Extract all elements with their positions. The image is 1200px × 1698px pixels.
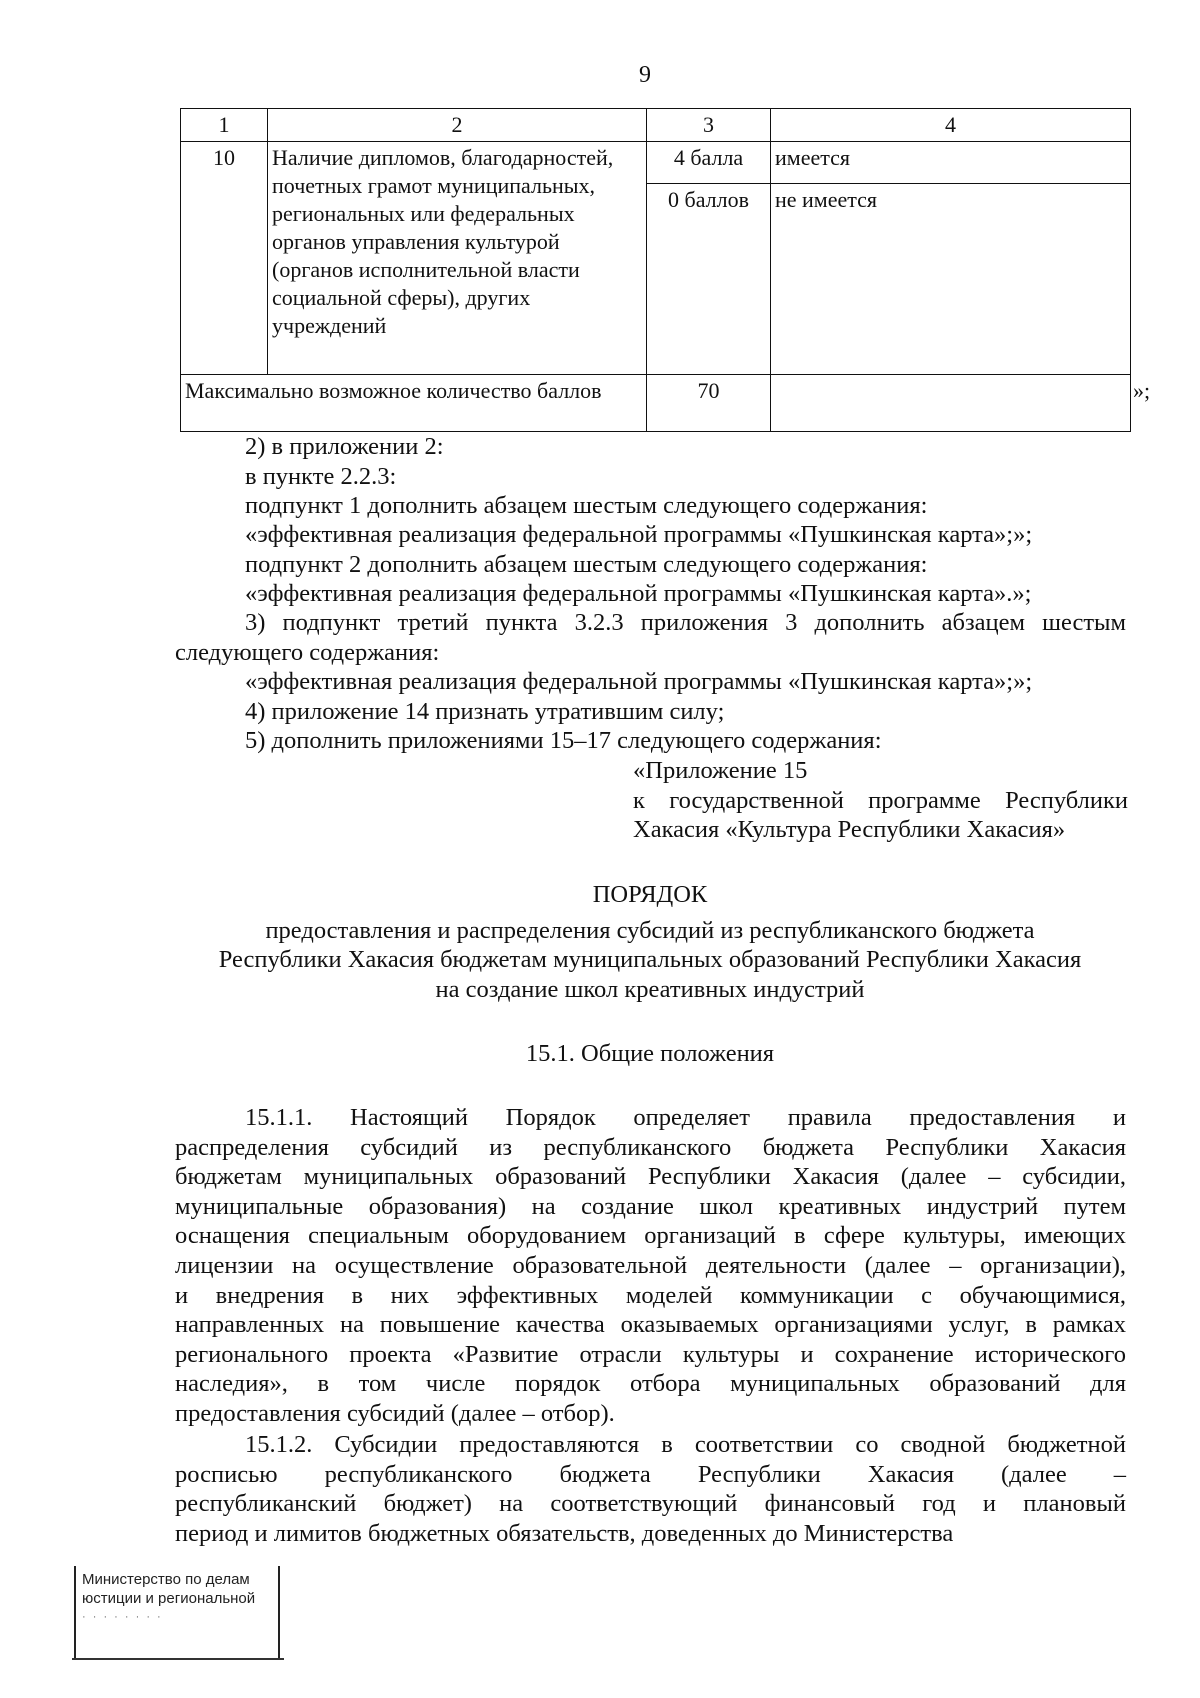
option-cell: имеется (771, 142, 1131, 184)
paragraph-line: лицензии на осуществление образовательной деятельности (далее – организации), (175, 1252, 1126, 1279)
paragraph-line: наследия», в том числе порядок отбора муниципальных образований для (175, 1370, 1126, 1398)
doc-subtitle-line: Республики Хакасия бюджетам муниципальных образований Республики Хакасия (218, 946, 1082, 973)
paragraph-line: муниципальные образования) на создание школ креативных индустрий путем (175, 1192, 1126, 1220)
doc-subtitle-line: на создание школ креативных индустрий (435, 976, 865, 1003)
paragraph-line: бюджетам муниципальных образований Республики Хакасия (далее – субсидии, (175, 1163, 1126, 1191)
appendix-reference (633, 756, 1128, 845)
appendix-line: «Приложение 15 (633, 757, 808, 784)
stamp-line: Министерство по делам (82, 1571, 250, 1588)
paragraph-line: направленных на повышение качества оказываемых организациями услуг, в рамках (175, 1311, 1126, 1339)
paragraph-line: и внедрения в них эффективных моделей коммуникации с обучающимися, (175, 1281, 1126, 1309)
row-number: 10 (181, 142, 268, 375)
amendment-item: подпункт 1 дополнить абзацем шестым следующего содержания: (245, 492, 928, 519)
score-cell: 0 баллов (647, 184, 771, 375)
stamp-faint-text: · · · · · · · · (82, 1611, 163, 1623)
amendment-item: «эффективная реализация федеральной программы «Пушкинская карта»;»; (245, 521, 1033, 548)
empty-cell (771, 375, 1131, 432)
total-label: Максимально возможное количество баллов (181, 375, 647, 432)
table-header-row (181, 109, 1131, 142)
amendment-item: 3) подпункт третий пункта 3.2.3 приложения 3 дополнить абзацем шестым (245, 609, 1126, 636)
quote-close: »; (1133, 378, 1151, 403)
table-header-cell: 1 (181, 109, 268, 142)
paragraph-line: регионального проекта «Развитие отрасли культуры и сохранение исторического (175, 1340, 1126, 1368)
amendment-item: подпункт 2 дополнить абзацем шестым следующего содержания: (245, 551, 928, 578)
paragraph-line: предоставления субсидий (далее – отбор). (175, 1400, 615, 1427)
paragraph-line: период и лимитов бюджетных обязательств, доведенных до Министерства (175, 1519, 954, 1547)
table-total-row (181, 375, 1131, 432)
amendment-item: 5) дополнить приложениями 15–17 следующего содержания: (245, 727, 882, 754)
registration-stamp (74, 1566, 280, 1660)
stamp-rule (72, 1658, 284, 1660)
amendment-item: следующего содержания: (175, 639, 440, 666)
table-header-cell: 2 (268, 109, 647, 142)
criterion-text: Наличие дипломов, благодарностей, почетных грамот муниципальных, региональных или федеральных органов управления культурой (органов исполнительной власти социальной сферы), других учреждений (268, 142, 647, 375)
option-cell: не имеется (771, 184, 1131, 375)
amendment-item: «эффективная реализация федеральной программы «Пушкинская карта»;»; (245, 668, 1033, 695)
paragraph-line: республиканский бюджет) на соответствующий финансовый год и плановый (175, 1490, 1126, 1518)
paragraph-line: росписью республиканского бюджета Республики Хакасия (далее – (175, 1460, 1126, 1488)
criteria-table (180, 108, 1131, 432)
table-row (181, 142, 1131, 184)
amendment-item: «эффективная реализация федеральной программы «Пушкинская карта».»; (245, 580, 1032, 607)
amendment-item: 2) в приложении 2: (245, 433, 444, 460)
amendment-item: в пункте 2.2.3: (245, 463, 397, 490)
paragraph-line: оснащения специальным оборудованием организаций в сфере культуры, имеющих (175, 1222, 1126, 1250)
section-heading: 15.1. Общие положения (525, 1040, 775, 1067)
page-number: 9 (639, 62, 651, 88)
table-header-cell: 3 (647, 109, 771, 142)
paragraph-line: 15.1.2. Субсидии предоставляются в соответствии со сводной бюджетной (245, 1431, 1126, 1458)
score-cell: 4 балла (647, 142, 771, 184)
appendix-line: к государственной программе Республики (633, 786, 1128, 814)
paragraph-line: распределения субсидий из республиканского бюджета Республики Хакасия (175, 1133, 1126, 1161)
paragraph-line: 15.1.1. Настоящий Порядок определяет правила предоставления и (245, 1104, 1126, 1131)
amendment-item: 4) приложение 14 признать утратившим силу; (245, 698, 725, 725)
total-value: 70 (647, 375, 771, 432)
table-header-cell: 4 (771, 109, 1131, 142)
appendix-line: Хакасия «Культура Республики Хакасия» (633, 816, 1066, 843)
doc-subtitle-line: предоставления и распределения субсидий из республиканского бюджета (265, 917, 1035, 944)
doc-title: ПОРЯДОК (592, 881, 708, 908)
stamp-line: юстиции и региональной (82, 1590, 256, 1607)
